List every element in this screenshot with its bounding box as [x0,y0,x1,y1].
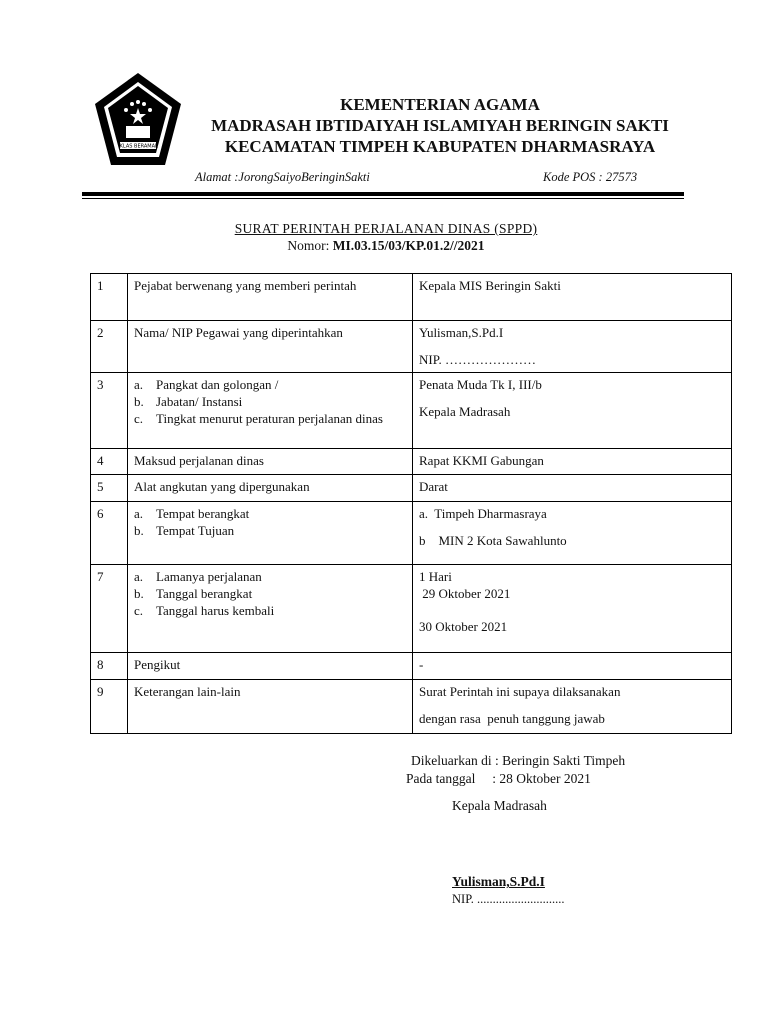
list-text: Tanggal harus kembali [156,603,275,618]
departure-place: a. Timpeh Dharmasraya [419,506,547,521]
row-number: 1 [91,274,128,321]
list-item [134,410,406,427]
employee-name: Yulisman,S.Pd.I [419,325,504,340]
issued-date: Pada tanggal : 28 Oktober 2021 [406,771,591,786]
document-number [90,238,682,254]
row-label: Maksud perjalanan dinas [128,449,413,475]
table-row [91,475,732,502]
list-text: Tanggal berangkat [156,586,253,601]
district-name: KECAMATAN TIMPEH KABUPATEN DHARMASRAYA [224,137,656,156]
row-value: - [413,653,732,680]
row-number: 7 [91,565,128,653]
signer-name: Yulisman,S.Pd.I [452,874,545,889]
list-text: Tingkat menurut peraturan perjalanan dinas [156,411,383,426]
postal-code: Kode POS : 27573 [543,170,638,184]
row-number: 4 [91,449,128,475]
kemenag-logo [92,70,184,170]
list-item [134,568,406,585]
destination-place: b MIN 2 Kota Sawahlunto [419,533,567,548]
ministry-name: KEMENTERIAN AGAMA [340,95,540,114]
row-label: Nama/ NIP Pegawai yang diperintahkan [128,321,413,373]
list-item [134,376,406,393]
signer-position: Kepala Madrasah [452,798,547,813]
header-rule-thin [82,198,684,199]
list-marker: c. [134,411,144,426]
row-number: 6 [91,502,128,565]
row-number: 5 [91,475,128,502]
row-value [413,373,732,449]
list-marker: b. [134,523,144,538]
row-value [413,502,732,565]
table-row [91,680,732,734]
row-value [413,565,732,653]
school-address: Alamat :JorongSaiyoBeringinSakti [195,170,370,184]
number-label: Nomor: [287,238,333,253]
list-marker: c. [134,603,144,618]
table-row [91,373,732,449]
row-number: 9 [91,680,128,734]
row-label [128,502,413,565]
school-name: MADRASAH IBTIDAIYAH ISLAMIYAH BERINGIN SAKTI [211,116,669,135]
table-row [91,321,732,373]
header-rule-thick [82,192,684,196]
table-row [91,565,732,653]
table-row [91,274,732,321]
row-value: Rapat KKMI Gabungan [413,449,732,475]
row-label: Keterangan lain-lain [128,680,413,734]
departure-date: 29 Oktober 2021 [419,586,511,601]
issued-place: Dikeluarkan di : Beringin Sakti Timpeh [411,753,626,768]
row-value [413,680,732,734]
list-text: Pangkat dan golongan / [156,377,279,392]
row-number: 3 [91,373,128,449]
note-line-2: dengan rasa penuh tanggung jawab [419,711,605,726]
list-item [134,585,406,602]
number-value: MI.03.15/03/KP.01.2//2021 [332,238,485,253]
table-row [91,502,732,565]
logo-motto: IKLAS BERAMAL [118,143,158,150]
return-date: 30 Oktober 2021 [419,619,508,634]
duration-value: 1 Hari [419,569,452,584]
list-item [134,393,406,410]
sppd-table [90,273,732,734]
row-value: Kepala MIS Beringin Sakti [413,274,732,321]
list-item [134,522,406,539]
row-label [128,373,413,449]
row-value: Darat [413,475,732,502]
list-marker: a. [134,506,144,521]
list-item [134,602,406,619]
signer-nip: NIP. ............................ [452,892,565,906]
list-text: Jabatan/ Instansi [156,394,243,409]
row-number: 8 [91,653,128,680]
list-text: Tempat Tujuan [156,523,235,538]
row-label: Pejabat berwenang yang memberi perintah [128,274,413,321]
list-item [134,505,406,522]
note-line-1: Surat Perintah ini supaya dilaksanakan [419,684,621,699]
position-value: Kepala Madrasah [419,404,511,419]
row-label [128,565,413,653]
employee-nip: NIP. ………………… [419,352,537,367]
list-marker: a. [134,377,144,392]
table-row [91,449,732,475]
table-row [91,653,732,680]
list-text: Tempat berangkat [156,506,250,521]
row-label: Alat angkutan yang dipergunakan [128,475,413,502]
rank-value: Penata Muda Tk I, III/b [419,377,542,392]
list-marker: a. [134,569,144,584]
row-label: Pengikut [128,653,413,680]
list-text: Lamanya perjalanan [156,569,262,584]
row-value [413,321,732,373]
list-marker: b. [134,586,144,601]
document-title: SURAT PERINTAH PERJALANAN DINAS (SPPD) [234,221,538,236]
list-marker: b. [134,394,144,409]
row-number: 2 [91,321,128,373]
